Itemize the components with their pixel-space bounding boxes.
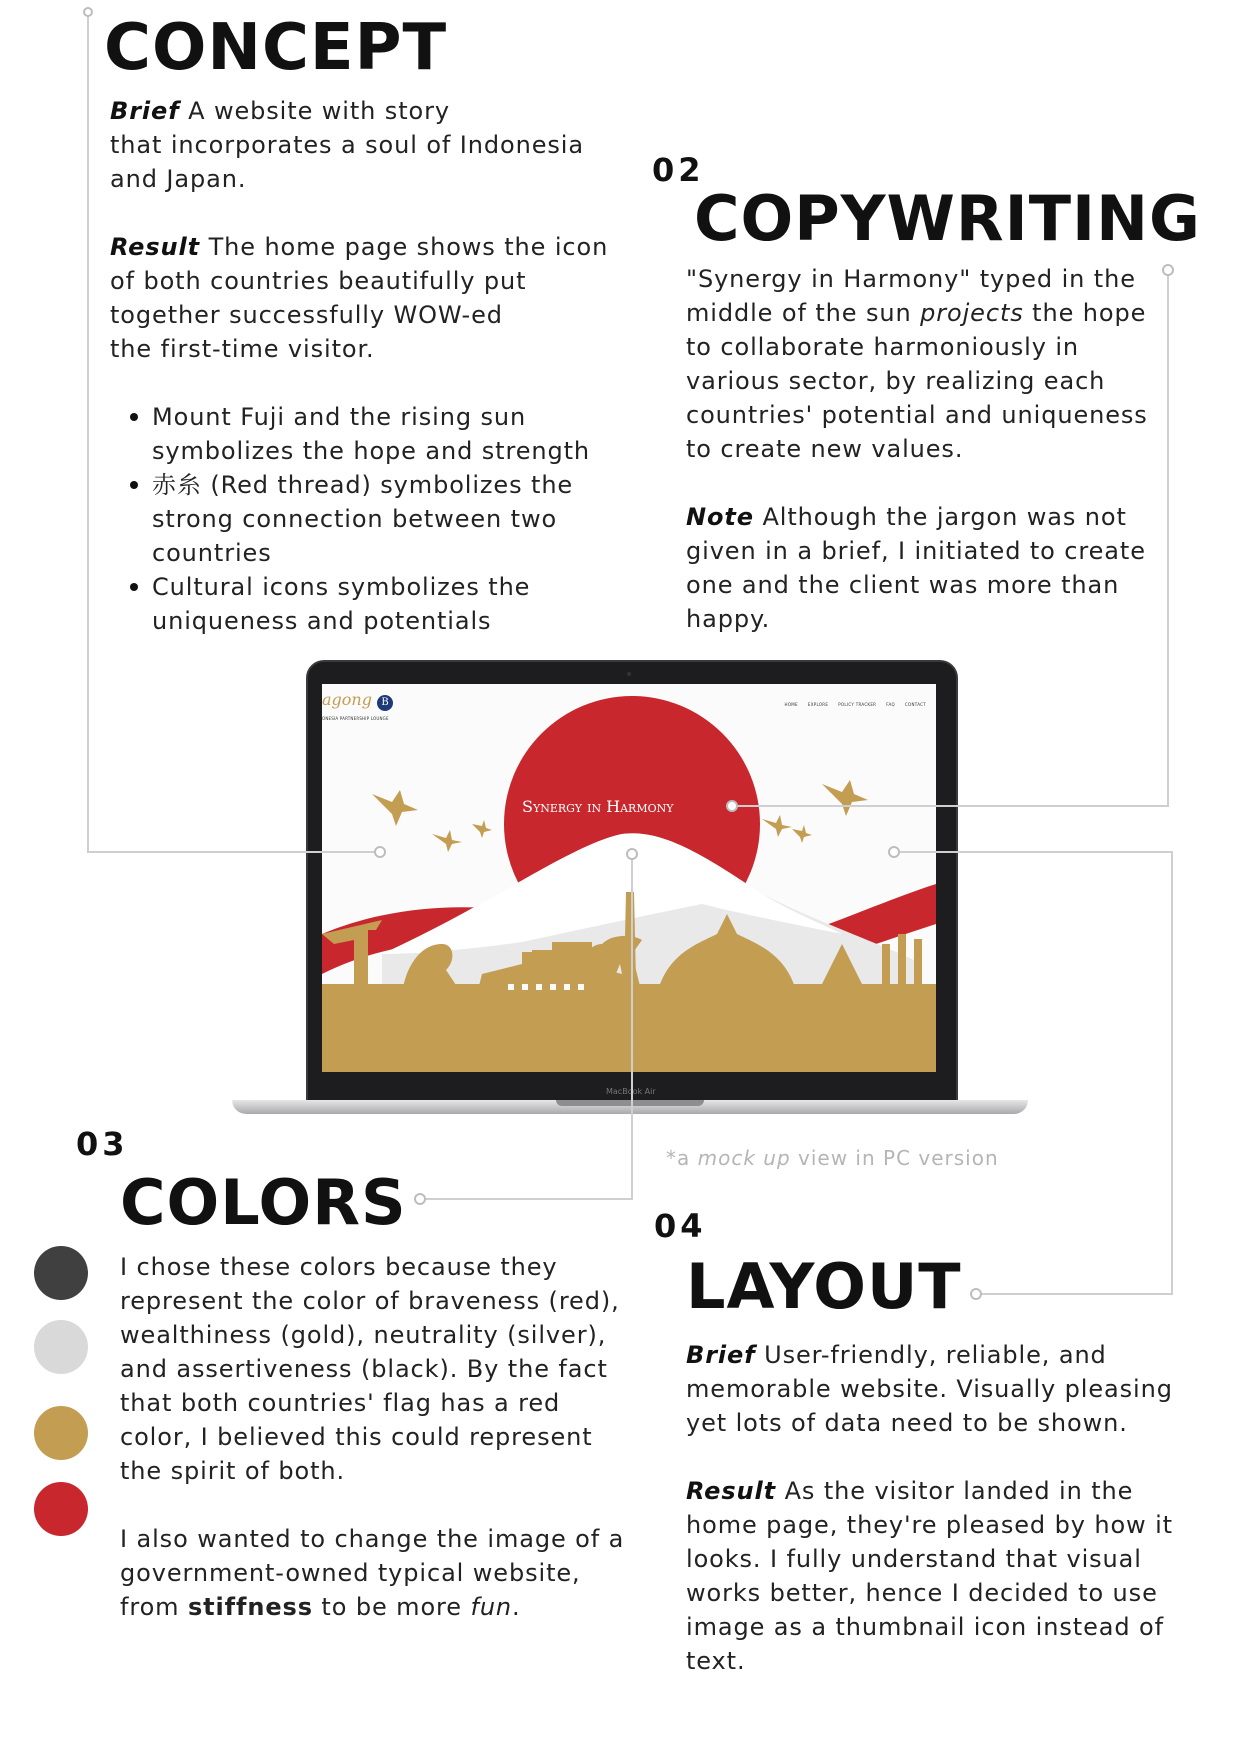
- copywriting-text: "Synergy in Harmony" typed in the middle of the sun: [686, 265, 1136, 327]
- concept-bullet: Mount Fuji and the rising sun symbolizes the hope and strength: [152, 400, 612, 468]
- laptop-brand: MacBook Air: [606, 1087, 656, 1096]
- site-nav: [785, 702, 926, 707]
- concept-bullet: Cultural icons symbolizes the uniqueness and potentials: [152, 570, 612, 638]
- concept-bullet: 赤糸 (Red thread) symbolizes the strong connection between two countries: [152, 468, 612, 570]
- site-logo-text: agong: [322, 690, 372, 709]
- camera-dot: [627, 672, 631, 676]
- concept-result-label: Result: [110, 233, 201, 261]
- site-logo-sub: ONESIA PARTNERSHIP LOUNGE: [322, 716, 389, 721]
- layout-brief-text: User-friendly, reliable, and memorable website. Visually pleasing yet lots of data need to be shown.: [686, 1341, 1173, 1437]
- copywriting-title: COPYWRITING: [694, 182, 1201, 255]
- site-logo[interactable]: [322, 690, 393, 711]
- concept-title: CONCEPT: [104, 11, 448, 85]
- nav-home[interactable]: HOME: [784, 702, 798, 707]
- hero-headline: Synergy in Harmony: [522, 797, 674, 816]
- concept-brief-line3: and Japan.: [110, 165, 247, 193]
- nav-explore[interactable]: EXPLORE: [807, 702, 829, 707]
- colors-bold: stiffness: [187, 1593, 313, 1621]
- laptop-notch: [556, 1100, 704, 1106]
- copywriting-body: [686, 262, 1156, 636]
- concept-result-line4: the first-time visitor.: [110, 335, 375, 363]
- color-swatch-silver: [34, 1320, 88, 1374]
- color-swatch-gold: [34, 1406, 88, 1460]
- concept-result-line3: together successfully WOW-ed: [110, 301, 503, 329]
- website-hero-art: [322, 684, 936, 1072]
- colors-body: I chose these colors because they represent the color of braveness (red), wealthiness (gold), neutrality (silver), and assertiveness (black). By the fact that both countries' flag has a red color, I believed this could represent the spirit of both. I also wanted to change the image of a government-owned typical website, from stiffness to be more fun.: [120, 1250, 640, 1624]
- concept-result-text: The home page shows the icon: [200, 233, 609, 261]
- nav-contact[interactable]: CONTACT: [904, 702, 926, 707]
- concept-result-line2: of both countries beautifully put: [110, 267, 527, 295]
- color-swatch-black: [34, 1246, 88, 1300]
- colors-title: COLORS: [120, 1166, 407, 1239]
- concept-brief-line2: that incorporates a soul of Indonesia: [110, 131, 584, 159]
- colors-italic: fun: [470, 1593, 513, 1621]
- layout-brief-label: Brief: [686, 1341, 756, 1369]
- mockup-caption: *a mock up view in PC version: [666, 1146, 999, 1170]
- concept-body: [110, 94, 630, 366]
- layout-number: 04: [654, 1207, 707, 1245]
- layout-body: [686, 1338, 1176, 1678]
- concept-bullet-list: [112, 400, 612, 638]
- nav-faq[interactable]: FAQ: [886, 702, 895, 707]
- website-screen: [322, 684, 936, 1072]
- copywriting-note-text: Although the jargon was not given in a brief, I initiated to create one and the client was more than happy.: [686, 503, 1146, 633]
- layout-title: LAYOUT: [686, 1250, 962, 1323]
- concept-brief-label: Brief: [110, 97, 180, 125]
- layout-result-label: Result: [686, 1477, 777, 1505]
- copywriting-text-rest: the hope to collaborate harmoniously in various sector, by realizing each countries' potential and uniqueness to create new values.: [686, 299, 1148, 463]
- color-swatch-red: [34, 1482, 88, 1536]
- colors-number: 03: [76, 1125, 129, 1163]
- nav-policy-tracker[interactable]: POLICY TRACKER: [838, 702, 877, 707]
- colors-text: I chose these colors because they represent the color of braveness (red), wealthiness (gold), neutrality (silver), and assertiveness (black). By the fact that both countries' flag has a red color, I believed this could represent the spirit of both.: [120, 1253, 620, 1485]
- site-logo-badge: B: [377, 695, 393, 711]
- copywriting-number: 02: [652, 151, 705, 189]
- concept-brief-text: A website with story: [179, 97, 450, 125]
- layout-result-text: As the visitor landed in the home page, they're pleased by how it looks. I fully understand that visual works better, hence I decided to use image as a thumbnail icon instead of text.: [686, 1477, 1173, 1675]
- copywriting-note-label: Note: [686, 503, 754, 531]
- copywriting-italic: projects: [920, 299, 1024, 327]
